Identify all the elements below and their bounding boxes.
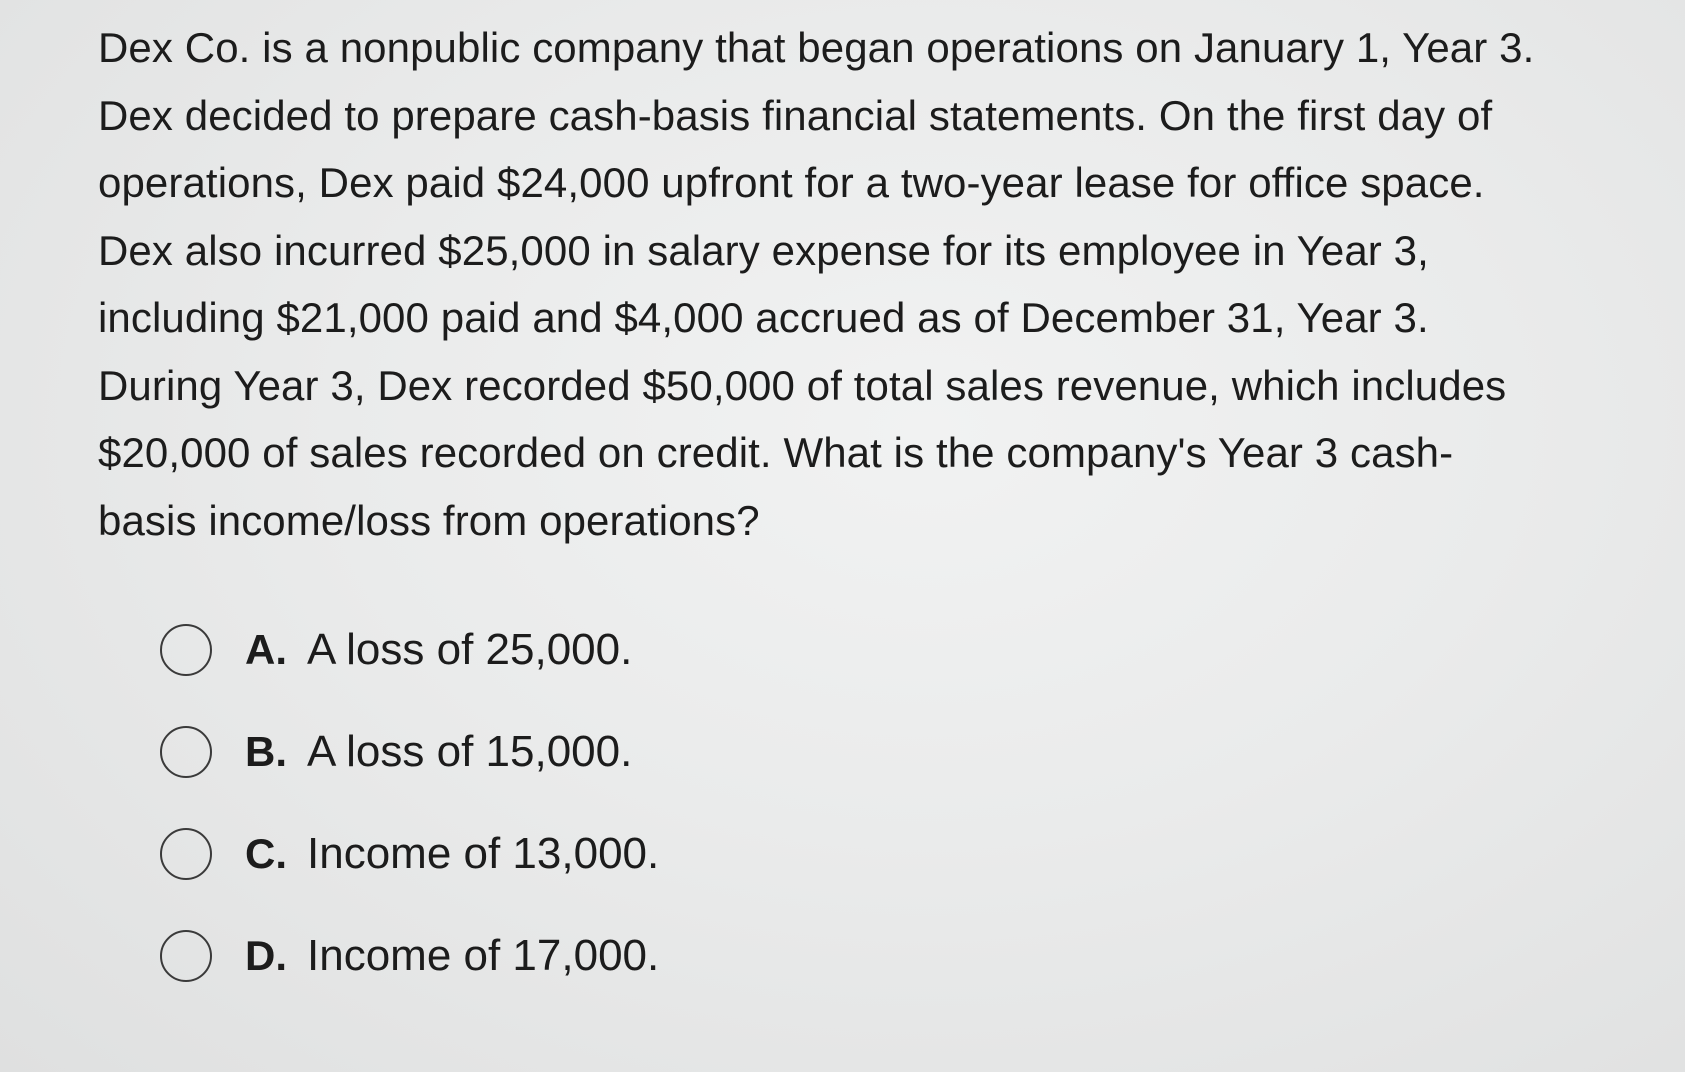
option-text: A loss of 15,000. [307, 727, 633, 776]
radio-button-c[interactable] [160, 828, 212, 880]
option-text: A loss of 25,000. [307, 625, 633, 674]
option-text: Income of 13,000. [307, 829, 660, 878]
option-letter: B. [245, 728, 287, 775]
option-b[interactable] [160, 722, 632, 782]
option-d[interactable] [160, 926, 659, 986]
option-a[interactable] [160, 620, 632, 680]
question-line: $20,000 of sales recorded on credit. What is the company's Year 3 cash- [98, 429, 1454, 476]
radio-button-d[interactable] [160, 930, 212, 982]
option-c[interactable] [160, 824, 659, 884]
option-letter: D. [245, 932, 287, 979]
question-line: including $21,000 paid and $4,000 accrued as of December 31, Year 3. [98, 294, 1429, 341]
radio-button-b[interactable] [160, 726, 212, 778]
question-line: Dex decided to prepare cash-basis financial statements. On the first day of [98, 91, 1493, 139]
question-line: basis income/loss from operations? [98, 496, 760, 544]
question-line: Dex Co. is a nonpublic company that began operations on January 1, Year 3. [98, 24, 1535, 71]
option-letter: C. [245, 830, 287, 877]
question-line: During Year 3, Dex recorded $50,000 of total sales revenue, which includes [98, 361, 1507, 409]
question-line: operations, Dex paid $24,000 upfront for a two-year lease for office space. [98, 159, 1485, 206]
question-line: Dex also incurred $25,000 in salary expense for its employee in Year 3, [98, 226, 1429, 274]
option-letter: A. [245, 626, 287, 673]
option-text: Income of 17,000. [307, 931, 660, 980]
radio-button-a[interactable] [160, 624, 212, 676]
question-text [98, 14, 1598, 554]
